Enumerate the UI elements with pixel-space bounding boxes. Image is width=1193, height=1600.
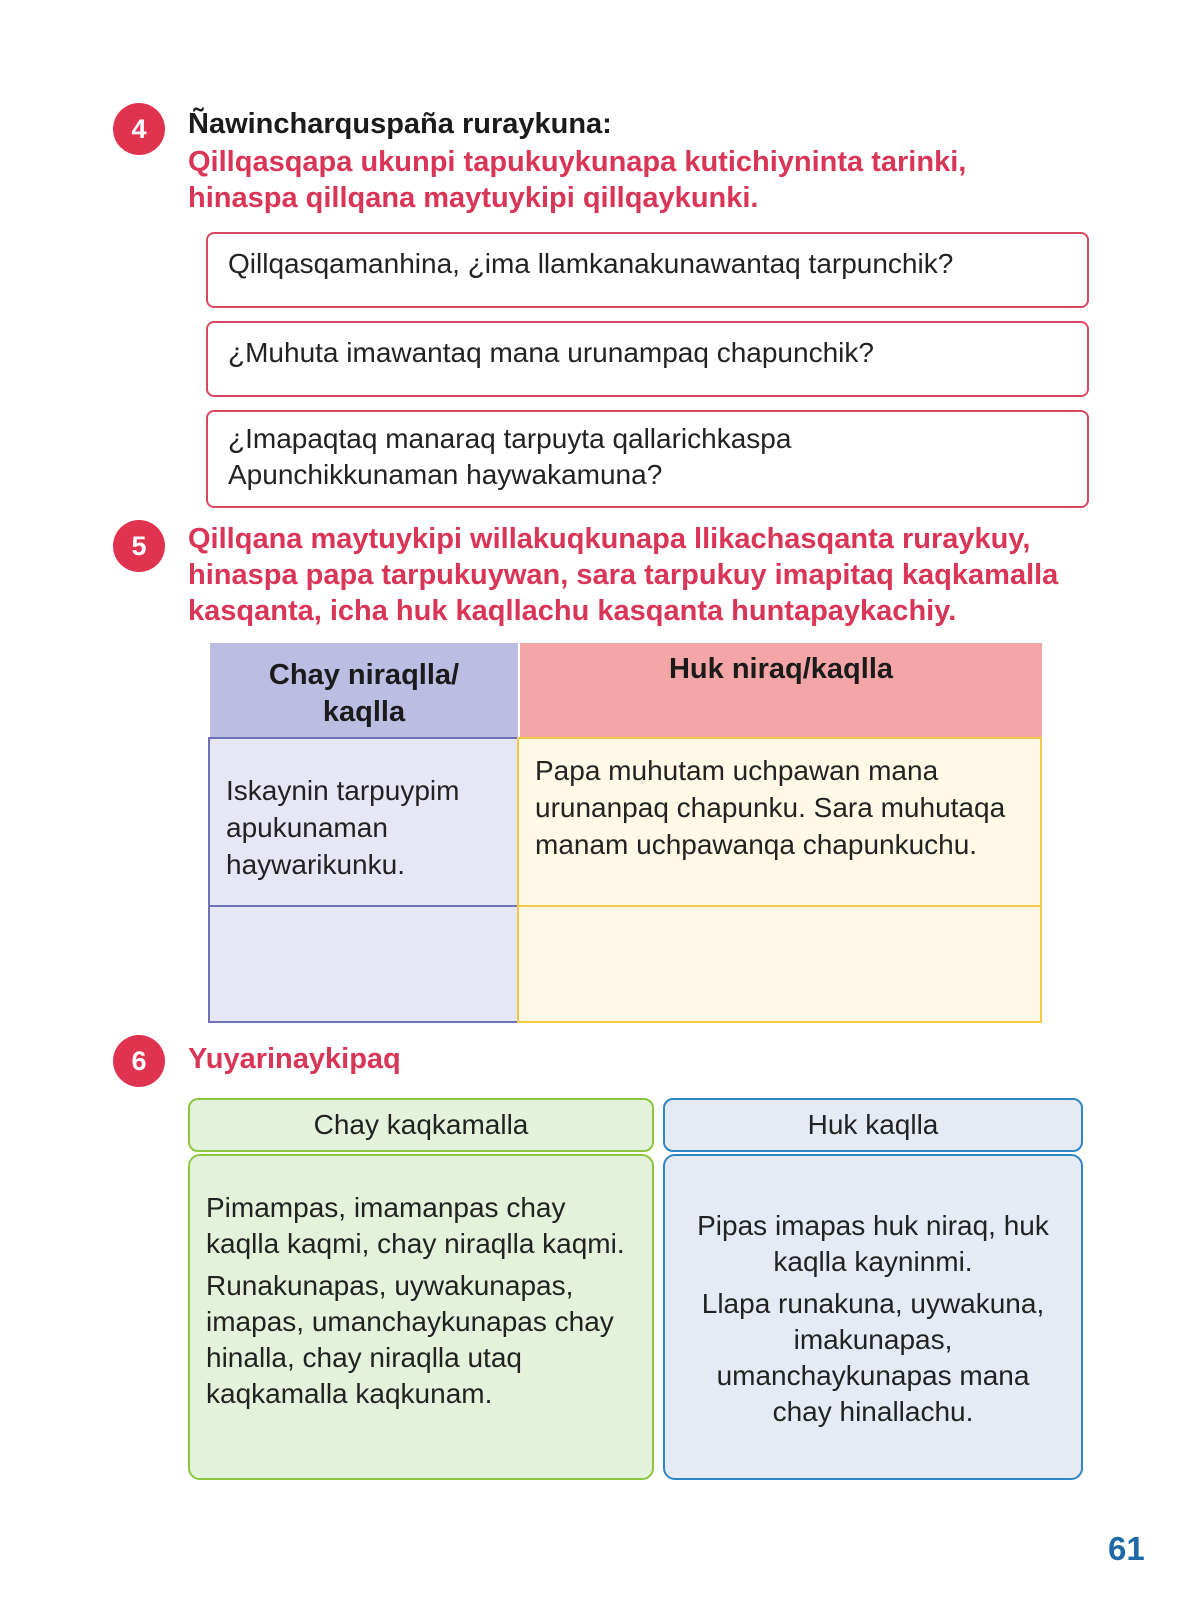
- section-4-title: Ñawincharquspaña ruraykuna:: [188, 108, 612, 140]
- section-5-instruction-line2: hinaspa papa tarpukuywan, sara tarpukuy imapitaq kaqkamalla: [188, 559, 1059, 591]
- similar-summary-header: [188, 1098, 654, 1152]
- table-header-similar-line1: Chay niraqlla/: [268, 659, 460, 691]
- table-cell-different-2[interactable]: [517, 905, 1042, 1023]
- section-5-instruction-line3: kasqanta, icha huk kaqllachu kasqanta huntapaykachiy.: [188, 595, 957, 627]
- different-summary-header-label: Huk kaqlla: [807, 1109, 939, 1140]
- table-cell-similar-1-text: Iskaynin tarpuypim apukunaman haywarikunku.: [226, 775, 460, 880]
- similar-summary-body: [188, 1154, 654, 1480]
- similar-summary-paragraph-2: Runakunapas, uywakunapas, imapas, umanchaykunapas chay hinalla, chay niraqlla utaq kaqkamalla kaqkunam.: [206, 1270, 614, 1409]
- different-summary-body: [663, 1154, 1083, 1480]
- section-4-instruction-line2: hinaspa qillqana maytuykipi qillqaykunki.: [188, 182, 759, 214]
- similar-summary-paragraph-1: Pimampas, imamanpas chay kaqlla kaqmi, chay niraqlla kaqmi.: [206, 1192, 625, 1259]
- table-header-different: [520, 643, 1042, 737]
- table-header-similar: [210, 643, 518, 737]
- different-summary-paragraph-1: Pipas imapas huk niraq, huk kaqlla kayninmi.: [697, 1210, 1049, 1277]
- section-number-6: 6: [113, 1035, 165, 1087]
- section-5-instruction-line1: Qillqana maytuykipi willakuqkunapa llikachasqanta ruraykuy,: [188, 523, 1031, 555]
- question-box-1: [206, 232, 1089, 308]
- different-summary-paragraph-2: Llapa runakuna, uywakuna, imakunapas, umanchaykunapas mana chay hinallachu.: [701, 1288, 1045, 1427]
- question-box-3: [206, 410, 1089, 508]
- table-cell-different-1: [517, 737, 1042, 907]
- table-cell-similar-1: [208, 737, 519, 907]
- question-text-3: ¿Imapaqtaq manaraq tarpuyta qallarichkaspa Apunchikkunaman haywakamuna?: [228, 423, 792, 490]
- similar-summary-header-label: Chay kaqkamalla: [313, 1109, 529, 1140]
- table-header-similar-line2: kaqlla: [322, 696, 406, 728]
- question-box-2: [206, 321, 1089, 397]
- question-text-2: ¿Muhuta imawantaq mana urunampaq chapunchik?: [228, 337, 874, 368]
- page-number: 61: [1108, 1530, 1145, 1567]
- different-summary-header: [663, 1098, 1083, 1152]
- section-number-4: 4: [113, 103, 165, 155]
- section-number-5: 5: [113, 520, 165, 572]
- table-cell-different-1-text: Papa muhutam uchpawan mana urunanpaq chapunku. Sara muhutaqa manam uchpawanqa chapunkuchu.: [535, 755, 1006, 860]
- section-4-instruction-line1: Qillqasqapa ukunpi tapukuykunapa kutichiyninta tarinki,: [188, 146, 967, 178]
- question-text-1: Qillqasqamanhina, ¿ima llamkanakunawantaq tarpunchik?: [228, 248, 954, 279]
- section-6-title: Yuyarinaykipaq: [188, 1043, 401, 1075]
- table-header-different-label: Huk niraq/kaqlla: [668, 653, 893, 685]
- table-cell-similar-2[interactable]: [208, 905, 519, 1023]
